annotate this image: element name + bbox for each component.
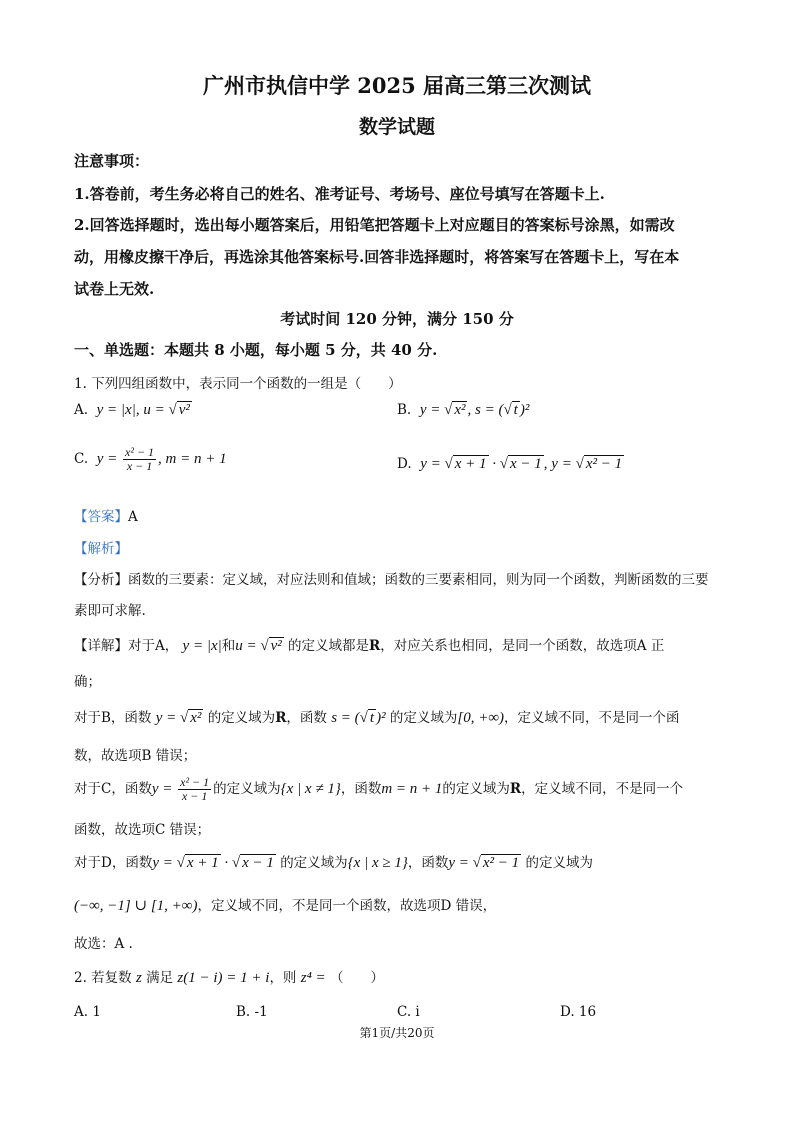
page-footer: 第1页/共20页 [359,1026,435,1040]
section-heading: 一、单选题：本题共 8 小题，每小题 5 分，共 40 分. [74,341,438,359]
notice-heading: 注意事项： [74,152,150,170]
q1-detail-c-cont: 函数，故选项C 错误； [74,822,211,838]
page-title: 广州市执信中学 2025 届高三第三次测试 [202,73,592,98]
q1-conclusion: 故选：A . [74,936,133,952]
q1-option-d: D. y = √ x + 1 · √ x − 1 , y = √ x² − 1 [397,456,623,472]
q1-analysis-tag: 【解析】 [74,541,128,557]
exam-info: 考试时间 120 分钟，满分 150 分 [280,310,514,328]
q2-option-d: D. 16 [560,1004,597,1020]
q1-answer: 【答案】A [74,509,138,525]
q2-option-c: C. i [397,1004,420,1020]
q1-fenxi-line-1: 【分析】函数的三要素：定义域，对应法则和值域；函数的三要素相同，则为同一个函数，判断函数的三要 [74,572,709,588]
notice-item-1: 1.答卷前，考生务必将自己的姓名、准考证号、考场号、座位号填写在答题卡上. [74,185,605,203]
q1-detail-d-cont: (−∞, −1] ∪ [1, +∞)，定义域不同，不是同一个函数，故选项D 错误， [74,898,497,914]
question-1-stem: 1. 下列四组函数中，表示同一个函数的一组是（ ） [74,376,402,392]
q1-detail-b-cont: 数，故选项B 错误； [74,748,197,764]
q1-detail-a-cont: 确； [74,674,101,690]
question-2-stem: 2. 若复数 z 满足 z(1 − i) = 1 + i，则 z⁴ = （ ） [74,970,384,986]
q1-option-b: B. y = √ x² , s = (√ t )² [397,402,530,418]
notice-item-2-line-3: 试卷上无效. [74,280,155,298]
notice-item-2-line-1: 2.回答选择题时，选出每小题答案后，用铅笔把答题卡上对应题目的答案标号涂黑，如需改 [74,216,675,234]
q1-detail-d: 对于D，函数y = √ x + 1 · √ x − 1 的定义域为{x | x ≥ 1}，函数y = √ x² − 1 的定义域为 [74,855,593,871]
q1-option-a: A. y = |x|, u = √ v² [74,402,190,418]
q1-detail-a: 【详解】对于A， y = |x|和u = √ v² 的定义域都是R，对应关系也相同，是同一个函数，故选项A 正 [74,638,665,654]
q1-detail-c: 对于C，函数y = $\frac{\text{x² − 1}}{x - 1}$ 的定义域为{x | x ≠ 1}，函数m = n + 1的定义域为R，定义域不同，不是同一个 [74,775,684,804]
q2-option-b: B. -1 [236,1004,268,1020]
q2-option-a: A. 1 [74,1004,101,1020]
q1-fenxi-line-2: 素即可求解. [74,603,146,619]
q1-detail-b: 对于B，函数 y = √ x² 的定义域为R，函数 s = (√ t )² 的定义域为[0, +∞)，定义域不同，不是同一个函 [74,710,680,726]
page-subtitle: 数学试题 [358,116,435,138]
q1-option-c: C. y = $\frac{\text{x² − 1}}{x - 1}$ , m = n + 1 [74,445,227,474]
notice-item-2-line-2: 动，用橡皮擦干净后，再选涂其他答案标号.回答非选择题时，将答案写在答题卡上，写在本 [74,248,680,266]
